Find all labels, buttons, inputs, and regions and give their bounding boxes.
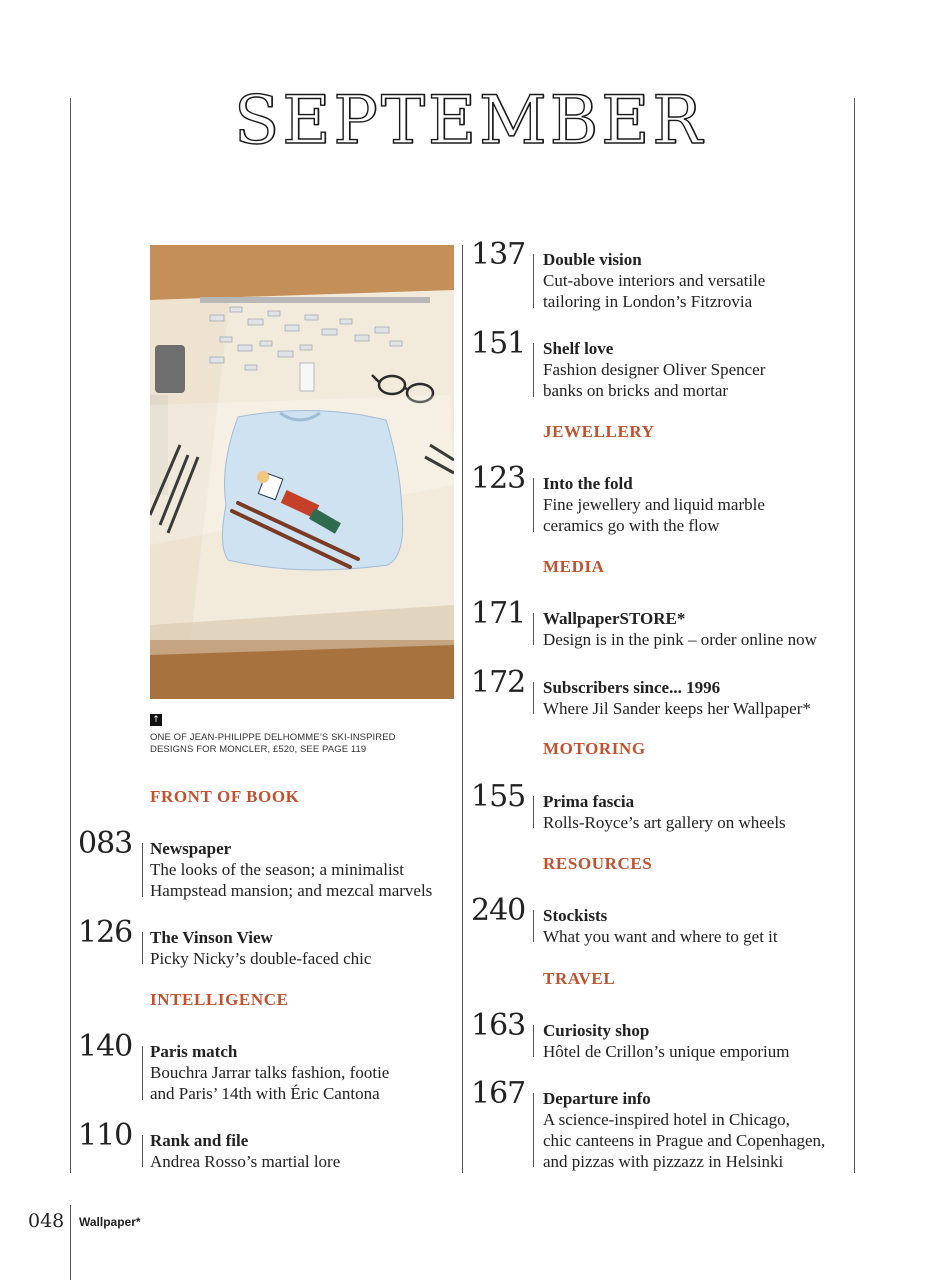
entry-description: Andrea Rosso’s martial lore (150, 1152, 341, 1171)
page-number: 163 (471, 1008, 526, 1043)
photo-caption: ONE OF JEAN-PHILIPPE DELHOMME’S SKI-INSPIRED DESIGNS FOR MONCLER, £520, SEE PAGE 119 (150, 732, 396, 755)
right-column-rule (854, 98, 855, 1173)
entry-description: The looks of the season; a minimalist (150, 860, 405, 879)
entry-description: and Paris’ 14th with Éric Cantona (150, 1084, 380, 1103)
page-number: 126 (78, 915, 133, 950)
entry-divider (142, 1046, 143, 1100)
entry-divider (533, 613, 534, 645)
page-title: SEPTEMBER (234, 82, 705, 159)
entry-divider (533, 478, 534, 532)
entry-heading: Double vision (543, 250, 642, 269)
entry-heading: Into the fold (543, 474, 633, 493)
page-number: 240 (471, 893, 526, 928)
page-number: 137 (471, 237, 526, 272)
entry-description: What you want and where to get it (543, 927, 778, 946)
entry-divider (533, 910, 534, 942)
entry-divider (142, 932, 143, 964)
entry-description: Fashion designer Oliver Spencer (543, 360, 766, 379)
entry-description: Design is in the pink – order online now (543, 630, 817, 649)
entry-divider (533, 254, 534, 308)
section-intelligence: INTELLIGENCE (150, 990, 289, 1009)
entry-description: Cut-above interiors and versatile (543, 271, 766, 290)
section-resources: RESOURCES (543, 854, 653, 873)
page-number: 083 (78, 826, 133, 861)
entry-description: banks on bricks and mortar (543, 381, 729, 400)
page-number: 172 (471, 665, 526, 700)
left-column-rule (70, 98, 71, 1173)
entry-heading: WallpaperSTORE* (543, 609, 686, 628)
entry-divider (533, 796, 534, 828)
page-number: 171 (471, 596, 526, 631)
cover-photo (150, 245, 454, 699)
entry-description: Hôtel de Crillon’s unique emporium (543, 1042, 790, 1061)
entry-divider (533, 682, 534, 714)
entry-divider (142, 1135, 143, 1167)
entry-heading: Prima fascia (543, 792, 635, 811)
entry-description: ceramics go with the flow (543, 516, 720, 535)
entry-heading: Newspaper (150, 839, 232, 858)
section-motoring: MOTORING (543, 739, 646, 758)
entry-divider (533, 343, 534, 397)
entry-heading: The Vinson View (150, 928, 273, 947)
page-number: 123 (471, 461, 526, 496)
page-number: 155 (471, 779, 526, 814)
entry-heading: Departure info (543, 1089, 651, 1108)
center-column-rule (462, 245, 463, 1173)
entry-description: Rolls-Royce’s art gallery on wheels (543, 813, 786, 832)
footer-rule (70, 1205, 71, 1280)
entry-description: tailoring in London’s Fitzrovia (543, 292, 753, 311)
entry-divider (142, 843, 143, 897)
entry-description: chic canteens in Prague and Copenhagen, (543, 1131, 826, 1150)
section-travel: TRAVEL (543, 969, 616, 988)
entry-heading: Curiosity shop (543, 1021, 650, 1040)
entry-description: Where Jil Sander keeps her Wallpaper* (543, 699, 811, 718)
entry-divider (533, 1025, 534, 1057)
caption-arrow-icon: ↑ (150, 714, 162, 726)
entry-description: Bouchra Jarrar talks fashion, footie (150, 1063, 390, 1082)
entry-description: Hampstead mansion; and mezcal marvels (150, 881, 433, 900)
entry-heading: Shelf love (543, 339, 614, 358)
page-number: 151 (471, 326, 526, 361)
entry-description: Fine jewellery and liquid marble (543, 495, 765, 514)
page-number: 140 (78, 1029, 133, 1064)
entry-heading: Rank and file (150, 1131, 249, 1150)
page-number: 167 (471, 1076, 526, 1111)
page-folio: 048 (28, 1210, 65, 1232)
entry-description: A science-inspired hotel in Chicago, (543, 1110, 790, 1129)
section-jewellery: JEWELLERY (543, 422, 655, 441)
entry-heading: Stockists (543, 906, 608, 925)
entry-description: Picky Nicky’s double-faced chic (150, 949, 372, 968)
entry-heading: Paris match (150, 1042, 238, 1061)
page-number: 110 (78, 1118, 133, 1153)
brand-wordmark: Wallpaper* (79, 1215, 141, 1229)
section-front-of-book: FRONT OF BOOK (150, 787, 300, 806)
entry-divider (533, 1093, 534, 1167)
entry-heading: Subscribers since... 1996 (543, 678, 721, 697)
entry-description: and pizzas with pizzazz in Helsinki (543, 1152, 784, 1171)
section-media: MEDIA (543, 557, 605, 576)
